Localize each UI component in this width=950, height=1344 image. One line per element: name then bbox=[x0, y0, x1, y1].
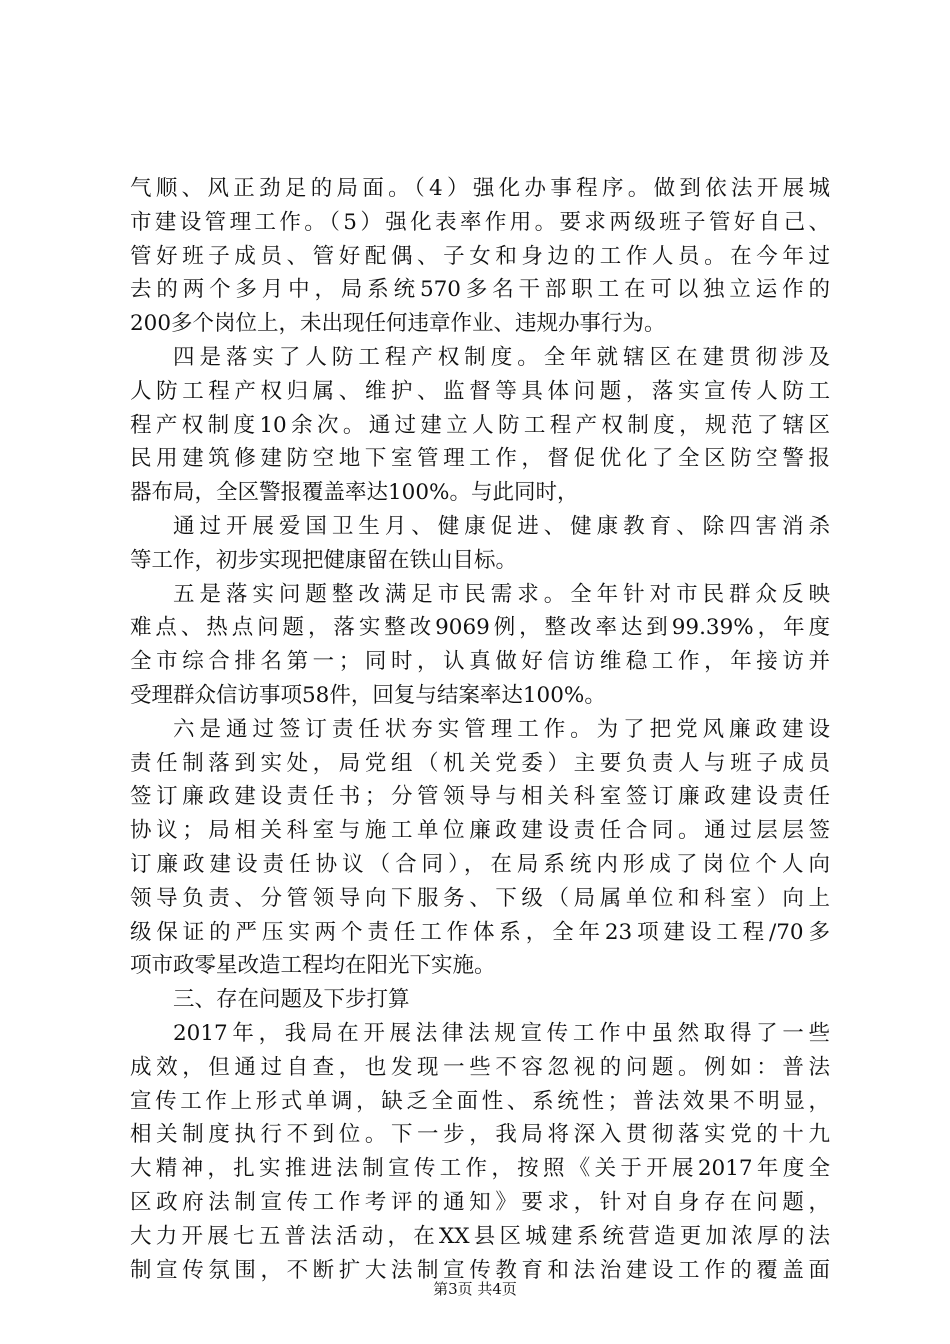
text-line: 级保证的严压实两个责任工作体系，全年23项建设工程/70多 bbox=[130, 919, 830, 945]
text-line: 气顺、风正劲足的局面。（4）强化办事程序。做到依法开展城 bbox=[130, 176, 830, 201]
text-line: 难点、热点问题，落实整改9069例，整改率达到99.39%，年度 bbox=[130, 615, 830, 641]
text-line: 四是落实了人防工程产权制度。全年就辖区在建贯彻涉及 bbox=[173, 344, 830, 370]
text-line: 等工作，初步实现把健康留在铁山目标。 bbox=[130, 547, 518, 573]
text-line: 管好班子成员、管好配偶、子女和身边的工作人员。在今年过 bbox=[130, 243, 830, 269]
text-line: 通过开展爱国卫生月、健康促进、健康教育、除四害消杀 bbox=[173, 513, 830, 539]
text-line: 六是通过签订责任状夯实管理工作。为了把党风廉政建设 bbox=[173, 716, 830, 742]
text-line: 程产权制度10余次。通过建立人防工程产权制度，规范了辖区 bbox=[130, 412, 830, 438]
text-line: 协议；局相关科室与施工单位廉政建设责任合同。通过层层签 bbox=[130, 818, 830, 844]
text-line: 五是落实问题整改满足市民需求。全年针对市民群众反映 bbox=[173, 581, 830, 607]
text-line: 订廉政建设责任协议（合同），在局系统内形成了岗位个人向 bbox=[130, 851, 830, 877]
text-line: 器布局，全区警报覆盖率达100%。与此同时， bbox=[130, 480, 579, 506]
text-line: 相关制度执行不到位。下一步，我局将深入贯彻落实党的十九 bbox=[130, 1122, 830, 1148]
text-line: 成效，但通过自查，也发现一些不容忽视的问题。例如：普法 bbox=[130, 1054, 830, 1080]
text-line: 2017年，我局在开展法律法规宣传工作中虽然取得了一些 bbox=[173, 1020, 830, 1046]
text-line: 区政府法制宣传工作考评的通知》要求，针对自身存在问题， bbox=[130, 1189, 830, 1215]
text-line: 责任制落到实处，局党组（机关党委）主要负责人与班子成员 bbox=[130, 750, 830, 776]
text-line: 三、存在问题及下步打算 bbox=[173, 987, 410, 1013]
text-line: 项市政零星改造工程均在阳光下实施。 bbox=[130, 953, 496, 979]
text-line: 签订廉政建设责任书；分管领导与相关科室签订廉政建设责任 bbox=[130, 784, 830, 810]
text-line: 大精神，扎实推进法制宣传工作，按照《关于开展2017年度全 bbox=[130, 1156, 830, 1182]
text-line: 去的两个多月中，局系统570多名干部职工在可以独立运作的 bbox=[130, 277, 830, 303]
text-line: 200多个岗位上，未出现任何违章作业、违规办事行为。 bbox=[130, 311, 666, 337]
document-body bbox=[130, 172, 830, 1287]
text-line: 民用建筑修建防空地下室管理工作，督促优化了全区防空警报 bbox=[130, 446, 830, 472]
text-line: 受理群众信访事项58件，回复与结案率达100%。 bbox=[130, 682, 606, 708]
page-footer: 第3页 共4页 bbox=[433, 1280, 517, 1298]
text-line: 全市综合排名第一；同时，认真做好信访维稳工作，年接访并 bbox=[130, 649, 830, 675]
text-line: 制宣传氛围，不断扩大法制宣传教育和法治建设工作的覆盖面 bbox=[130, 1257, 830, 1283]
text-line: 市建设管理工作。（5）强化表率作用。要求两级班子管好自己、 bbox=[130, 209, 830, 235]
text-line: 领导负责、分管领导向下服务、下级（局属单位和科室）向上 bbox=[130, 885, 830, 911]
text-line: 宣传工作上形式单调，缺乏全面性、系统性；普法效果不明显， bbox=[130, 1088, 830, 1114]
text-line: 人防工程产权归属、维护、监督等具体问题，落实宣传人防工 bbox=[130, 378, 830, 404]
text-line: 大力开展七五普法活动，在XX县区城建系统营造更加浓厚的法 bbox=[130, 1223, 830, 1249]
